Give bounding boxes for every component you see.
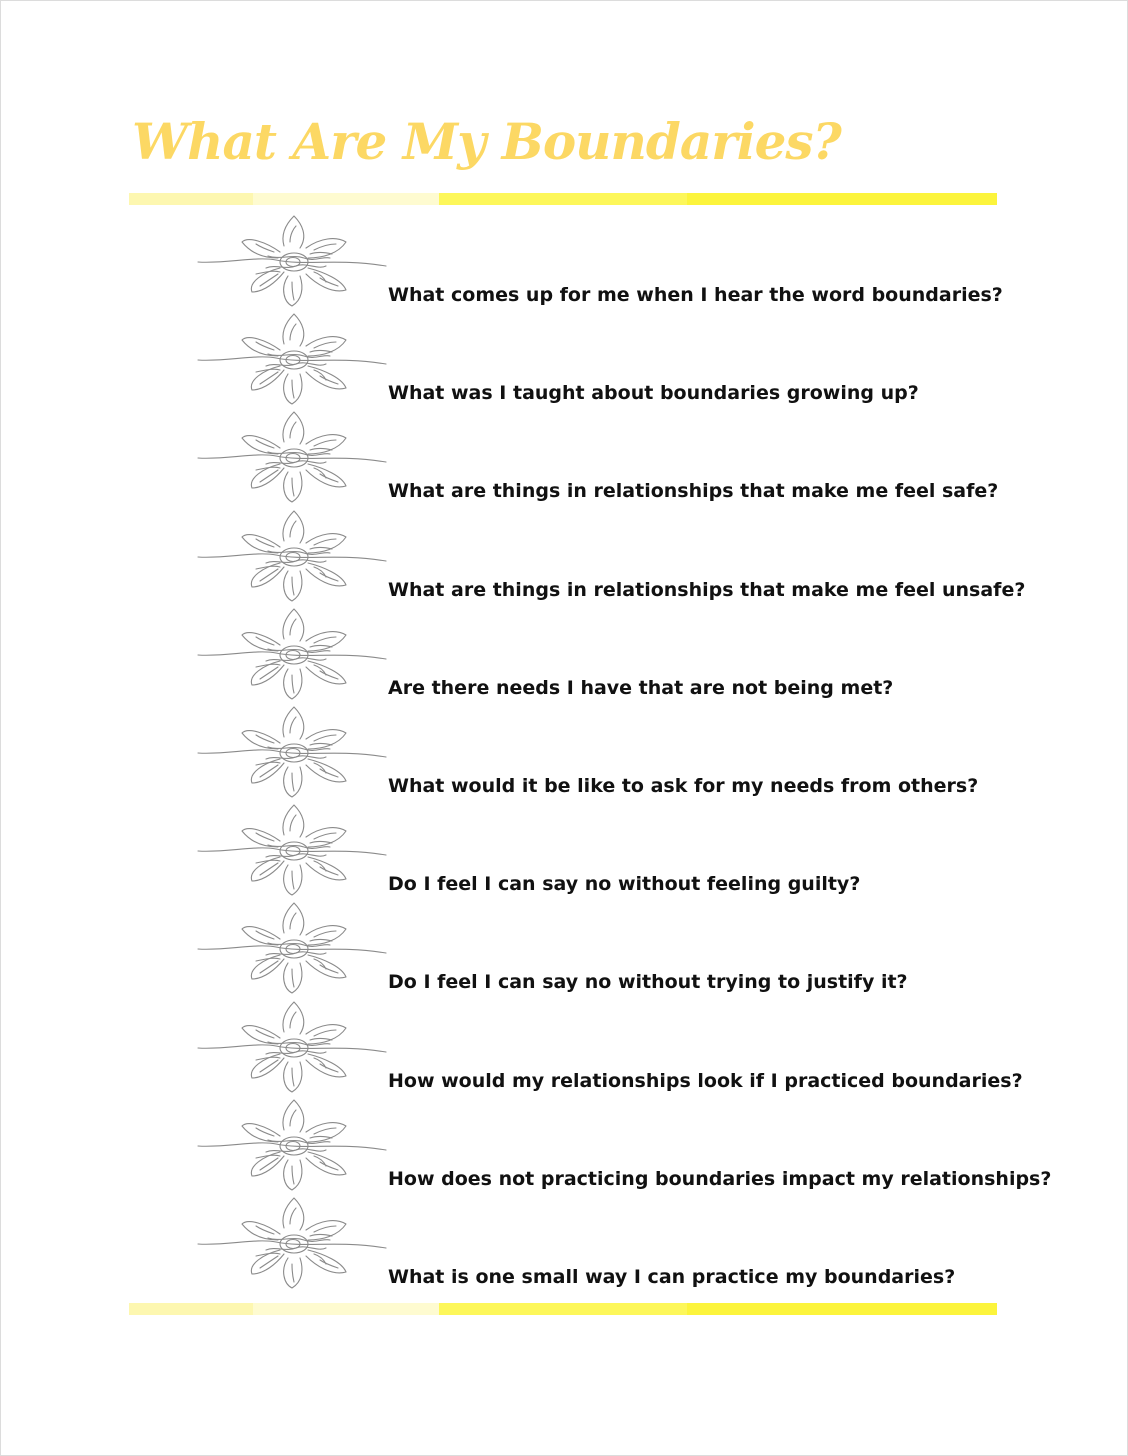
question-item	[196, 408, 1016, 506]
question-text: What would it be like to ask for my needs from others?	[388, 774, 979, 797]
flower-line-art-icon	[196, 801, 390, 897]
divider-segment	[129, 193, 253, 205]
question-item	[196, 212, 1016, 310]
question-text: How does not practicing boundaries impact my relationships?	[388, 1167, 1052, 1190]
divider-segment	[253, 193, 439, 205]
flower-line-art-icon	[196, 408, 390, 504]
question-text: Are there needs I have that are not being met?	[388, 676, 894, 699]
question-text: What is one small way I can practice my boundaries?	[388, 1265, 956, 1288]
divider-segment	[687, 193, 997, 205]
flower-line-art-icon	[196, 703, 390, 799]
question-item	[196, 801, 1016, 899]
divider-segment	[687, 1303, 997, 1315]
flower-line-art-icon	[196, 998, 390, 1094]
question-item	[196, 1096, 1052, 1194]
divider-segment	[439, 1303, 687, 1315]
question-text: Do I feel I can say no without trying to justify it?	[388, 971, 908, 994]
bottom-divider	[129, 1303, 997, 1315]
flower-line-art-icon	[196, 1194, 390, 1290]
divider-segment	[253, 1303, 439, 1315]
flower-line-art-icon	[196, 310, 390, 406]
question-item	[196, 998, 1023, 1096]
question-text: Do I feel I can say no without feeling guilty?	[388, 873, 861, 896]
flower-line-art-icon	[196, 605, 390, 701]
divider-segment	[129, 1303, 253, 1315]
flower-line-art-icon	[196, 899, 390, 995]
title-divider	[129, 193, 997, 205]
flower-line-art-icon	[196, 507, 390, 603]
question-text: What was I taught about boundaries growing up?	[388, 382, 919, 405]
question-text: What are things in relationships that make me feel unsafe?	[388, 578, 1026, 601]
question-text: What comes up for me when I hear the word boundaries?	[388, 284, 1003, 306]
question-list	[196, 212, 1052, 1292]
question-item	[196, 507, 1026, 605]
question-text: How would my relationships look if I practiced boundaries?	[388, 1069, 1023, 1092]
question-item	[196, 899, 1016, 997]
question-item	[196, 605, 1016, 703]
page-title: What Are My Boundaries?	[132, 112, 841, 171]
question-text: What are things in relationships that make me feel safe?	[388, 480, 999, 503]
question-item	[196, 703, 1016, 801]
question-item	[196, 1194, 1016, 1292]
divider-segment	[439, 193, 687, 205]
flower-line-art-icon	[196, 212, 390, 308]
question-item	[196, 310, 1016, 408]
flower-line-art-icon	[196, 1096, 390, 1192]
